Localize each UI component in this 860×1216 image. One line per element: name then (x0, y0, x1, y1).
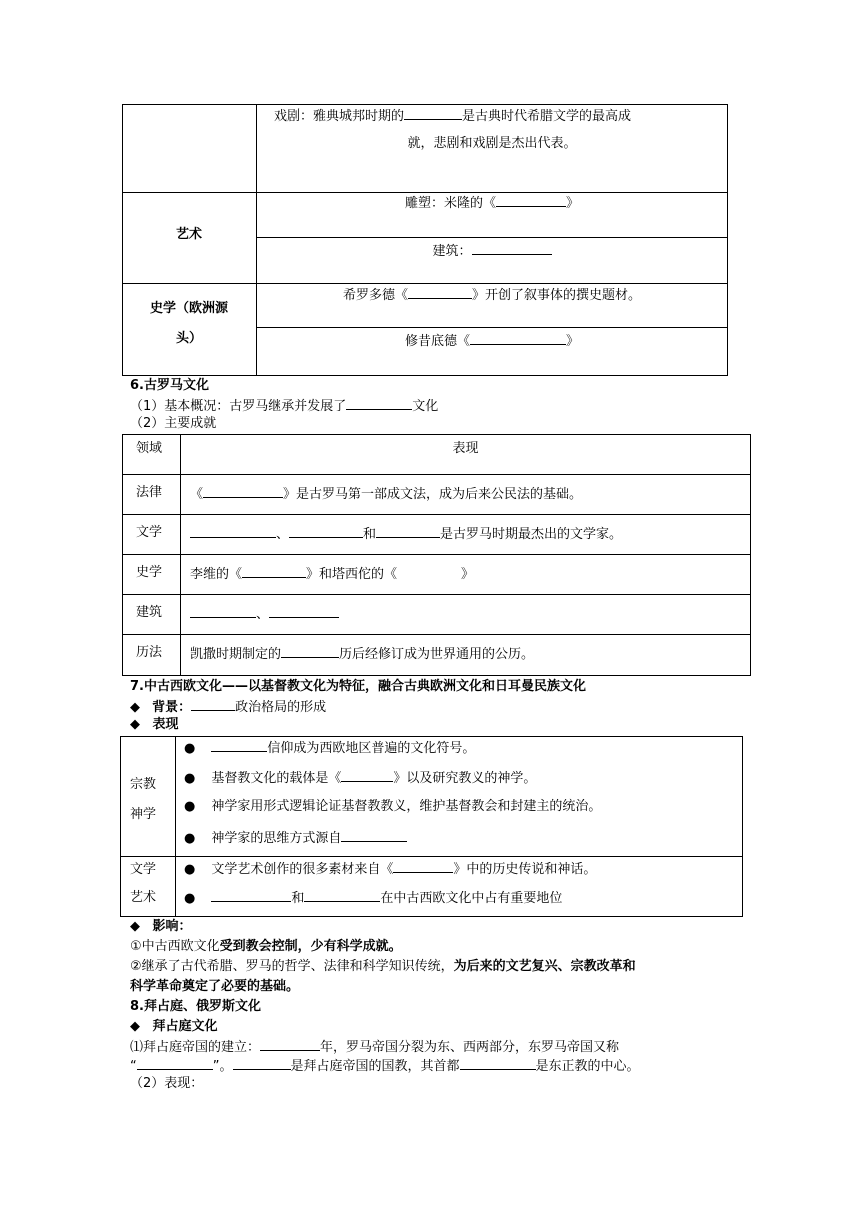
herodotus-text: 希罗多德《 》开创了叙事体的撰史题材。 (256, 285, 728, 305)
byzantine-establishment-cont: “ ”。 是拜占庭帝国的国教，其首都 是东正教的中心。 (130, 1056, 640, 1076)
religion-item-2: ● 基督教文化的载体是《 》以及研究教义的神学。 (184, 768, 536, 788)
art-item-2: ● 和 在中古西欧文化中占有重要地位 (184, 888, 562, 908)
religion-item-3: ● 神学家用形式逻辑论证基督教教义，维护基督教会和封建主的统治。 (184, 799, 602, 814)
religion-item-4: ● 神学家的思维方式源自 (184, 828, 407, 848)
thucydides-text: 修昔底德《 》 (256, 331, 728, 351)
history-label: 史学（欧洲源 (149, 301, 228, 316)
literature-label: 文学 (136, 525, 163, 540)
calendar-label: 历法 (136, 645, 163, 660)
header-performance: 表现 (452, 441, 479, 456)
calendar-text: 凯撒时期制定的 历后经修订成为世界通用的公历。 (190, 644, 534, 664)
background-line: ◆ 背景： 政治格局的形成 (130, 697, 326, 717)
architecture-text: 、 (190, 604, 339, 624)
section-6-title: 6.古罗马文化 (130, 378, 209, 393)
section-7-title: 7.中古西欧文化——以基督教文化为特征，融合古典欧洲文化和日耳曼民族文化 (130, 679, 586, 694)
law-text: 《 》是古罗马第一部成文法，成为后来公民法的基础。 (190, 484, 582, 504)
literature-art-label: 文学 (130, 862, 157, 877)
drama-text: 戏剧：雅典城邦时期的 是古典时代希腊文学的最高成 (274, 106, 714, 126)
bullet-icon: ● (184, 771, 196, 786)
medieval-table (120, 736, 743, 917)
rome-overview: （1）基本概况：古罗马继承并发展了 文化 (130, 396, 438, 416)
performance-heading: ◆ 表现 (130, 717, 179, 732)
architecture-label: 建筑 (136, 605, 163, 620)
influence-2-cont: 科学革命奠定了必要的基础。 (130, 979, 300, 994)
diamond-bullet-icon: ◆ (130, 919, 140, 934)
influence-2: ②继承了古代希腊、罗马的哲学、法律和科学知识传统，为后来的文艺复兴、宗教改革和 (130, 959, 636, 974)
rome-achievements-heading: （2）主要成就 (130, 416, 217, 431)
diamond-bullet-icon: ◆ (130, 700, 140, 715)
byzantine-heading: ◆ 拜占庭文化 (130, 1019, 218, 1034)
influence-1: ①中古西欧文化受到教会控制，少有科学成就。 (130, 939, 402, 954)
influence-heading: ◆ 影响： (130, 919, 192, 934)
religion-item-1: ● 信仰成为西欧地区普遍的文化符号。 (184, 738, 475, 758)
law-label: 法律 (136, 485, 163, 500)
header-field: 领域 (136, 441, 163, 456)
bullet-icon: ● (184, 862, 196, 877)
byzantine-performance: （2）表现： (130, 1076, 204, 1091)
rome-table (122, 434, 751, 676)
religion-label-cont: 神学 (130, 807, 157, 822)
diamond-bullet-icon: ◆ (130, 1019, 140, 1034)
section-8-title: 8.拜占庭、俄罗斯文化 (130, 999, 261, 1014)
greek-culture-table (122, 104, 728, 376)
bullet-icon: ● (184, 799, 196, 814)
art-item-1: ● 文学艺术创作的很多素材来自《 》中的历史传说和神话。 (184, 859, 596, 879)
bullet-icon: ● (184, 741, 196, 756)
religion-label: 宗教 (130, 777, 157, 792)
history-text: 李维的《 》和塔西佗的《 》 (190, 564, 474, 584)
drama-text-cont: 就，悲剧和戏剧是杰出代表。 (407, 136, 577, 151)
bullet-icon: ● (184, 891, 196, 906)
art-label: 艺术 (175, 227, 202, 242)
bullet-icon: ● (184, 831, 196, 846)
history-label-cont: 头） (175, 331, 202, 346)
byzantine-establishment: ⑴拜占庭帝国的建立： 年，罗马帝国分裂为东、西两部分，东罗马帝国又称 (130, 1037, 619, 1057)
architecture-text: 建筑： (256, 241, 728, 261)
literature-text: 、 和 是古罗马时期最杰出的文学家。 (190, 524, 622, 544)
literature-art-label-cont: 艺术 (130, 890, 157, 905)
diamond-bullet-icon: ◆ (130, 717, 140, 732)
history-label: 史学 (136, 565, 163, 580)
sculpture-text: 雕塑：米隆的《 》 (256, 193, 728, 213)
